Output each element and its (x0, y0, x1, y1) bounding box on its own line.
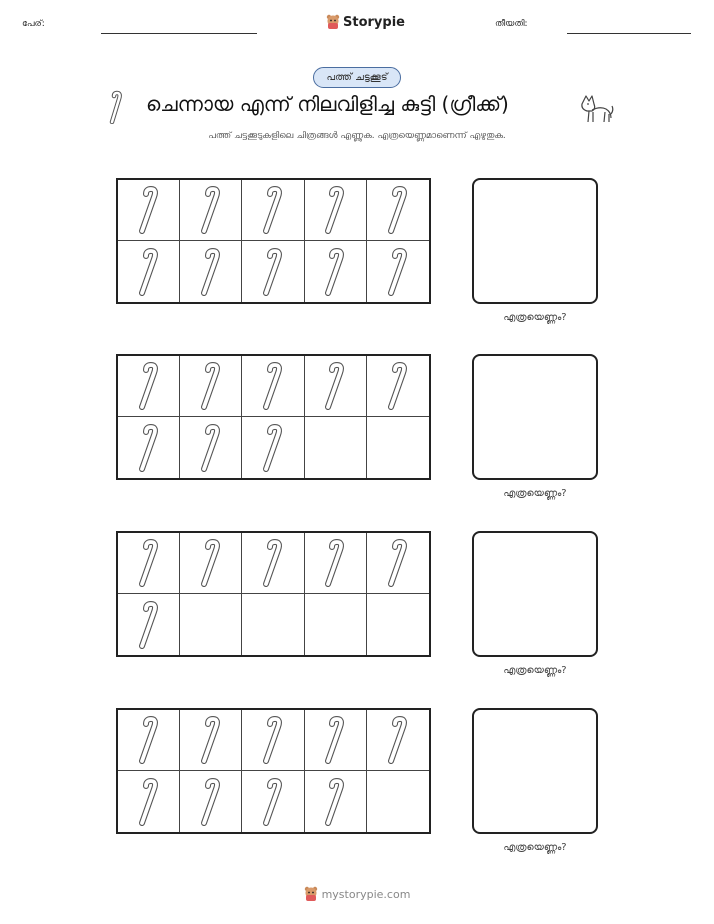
candy-cane-icon (136, 538, 162, 588)
frame-cell (305, 417, 367, 478)
frame-cell (180, 180, 242, 241)
candy-cane-icon (198, 777, 224, 827)
frame-cell (367, 533, 429, 594)
answer-box[interactable] (472, 708, 598, 834)
candy-cane-icon (385, 247, 411, 297)
count-question: എത്രയെണ്ണം? (503, 842, 567, 853)
answer-box[interactable] (472, 178, 598, 304)
name-line[interactable] (101, 33, 257, 34)
frame-cell (305, 180, 367, 241)
count-question: എത്രയെണ്ണം? (503, 665, 567, 676)
frame-cell (242, 417, 304, 478)
bear-icon (326, 14, 340, 30)
frame-cell (367, 241, 429, 302)
candy-cane-icon (385, 185, 411, 235)
ten-frame (116, 531, 431, 657)
frame-cell (118, 710, 180, 771)
frame-cell (305, 710, 367, 771)
count-question: എത്രയെണ്ണം? (503, 312, 567, 323)
frame-cell (242, 356, 304, 417)
frame-cell (180, 594, 242, 655)
frame-cell (180, 771, 242, 832)
frame-cell (118, 771, 180, 832)
candy-cane-icon (322, 361, 348, 411)
candy-cane-icon (198, 185, 224, 235)
frame-cell (242, 771, 304, 832)
frame-cell (305, 356, 367, 417)
candy-cane-icon (322, 777, 348, 827)
page-title: ചെന്നായ എന്ന് നിലവിളിച്ച കുട്ടി (ഗ്രീക്ക്) (146, 92, 509, 116)
candy-cane-icon (260, 423, 286, 473)
candy-cane-icon (260, 185, 286, 235)
footer-site: mystorypie.com (321, 887, 411, 901)
wolf-icon (578, 90, 614, 124)
frame-cell (242, 533, 304, 594)
candy-cane-icon (198, 715, 224, 765)
answer-box[interactable] (472, 531, 598, 657)
frame-cell (242, 241, 304, 302)
frame-cell (180, 356, 242, 417)
candy-cane-icon (385, 361, 411, 411)
candy-cane-icon (198, 361, 224, 411)
frame-cell (305, 771, 367, 832)
candy-cane-icon (322, 538, 348, 588)
frame-cell (180, 417, 242, 478)
date-line[interactable] (567, 33, 691, 34)
frame-cell (367, 356, 429, 417)
candy-cane-icon (136, 715, 162, 765)
frame-cell (305, 533, 367, 594)
candy-cane-icon (322, 247, 348, 297)
candy-cane-icon (260, 777, 286, 827)
frame-cell (118, 417, 180, 478)
frame-cell (118, 533, 180, 594)
category-badge: പത്ത് ചട്ടക്കൂട് (313, 67, 401, 88)
candy-cane-icon (136, 600, 162, 650)
candy-cane-icon (108, 90, 126, 124)
frame-cell (118, 180, 180, 241)
candy-cane-icon (136, 185, 162, 235)
frame-cell (367, 180, 429, 241)
candy-cane-icon (385, 538, 411, 588)
frame-cell (367, 771, 429, 832)
candy-cane-icon (198, 538, 224, 588)
ten-frame (116, 354, 431, 480)
candy-cane-icon (198, 423, 224, 473)
frame-cell (118, 241, 180, 302)
ten-frame (116, 178, 431, 304)
frame-cell (242, 594, 304, 655)
frame-cell (305, 594, 367, 655)
date-label: തീയതി: (495, 19, 528, 29)
candy-cane-icon (260, 247, 286, 297)
candy-cane-icon (136, 361, 162, 411)
frame-cell (367, 417, 429, 478)
frame-cell (242, 180, 304, 241)
candy-cane-icon (136, 247, 162, 297)
footer (0, 886, 714, 902)
candy-cane-icon (322, 715, 348, 765)
frame-cell (118, 594, 180, 655)
candy-cane-icon (260, 715, 286, 765)
frame-cell (305, 241, 367, 302)
frame-cell (118, 356, 180, 417)
candy-cane-icon (385, 715, 411, 765)
name-label: പേര്: (22, 19, 45, 29)
frame-cell (242, 710, 304, 771)
answer-box[interactable] (472, 354, 598, 480)
brand-name: Storypie (343, 14, 405, 30)
frame-cell (180, 710, 242, 771)
count-question: എത്രയെണ്ണം? (503, 488, 567, 499)
frame-cell (180, 533, 242, 594)
storypie-logo (326, 14, 405, 30)
candy-cane-icon (322, 185, 348, 235)
instructions: പത്ത് ചട്ടക്കൂടുകളിലെ ചിത്രങ്ങൾ എണ്ണുക. എത്രയെണ്ണമാണെന്ന് എഴുതുക. (208, 131, 506, 141)
candy-cane-icon (136, 423, 162, 473)
candy-cane-icon (260, 538, 286, 588)
frame-cell (367, 710, 429, 771)
candy-cane-icon (198, 247, 224, 297)
ten-frame (116, 708, 431, 834)
frame-cell (180, 241, 242, 302)
bear-icon (304, 886, 318, 902)
candy-cane-icon (260, 361, 286, 411)
candy-cane-icon (136, 777, 162, 827)
frame-cell (367, 594, 429, 655)
